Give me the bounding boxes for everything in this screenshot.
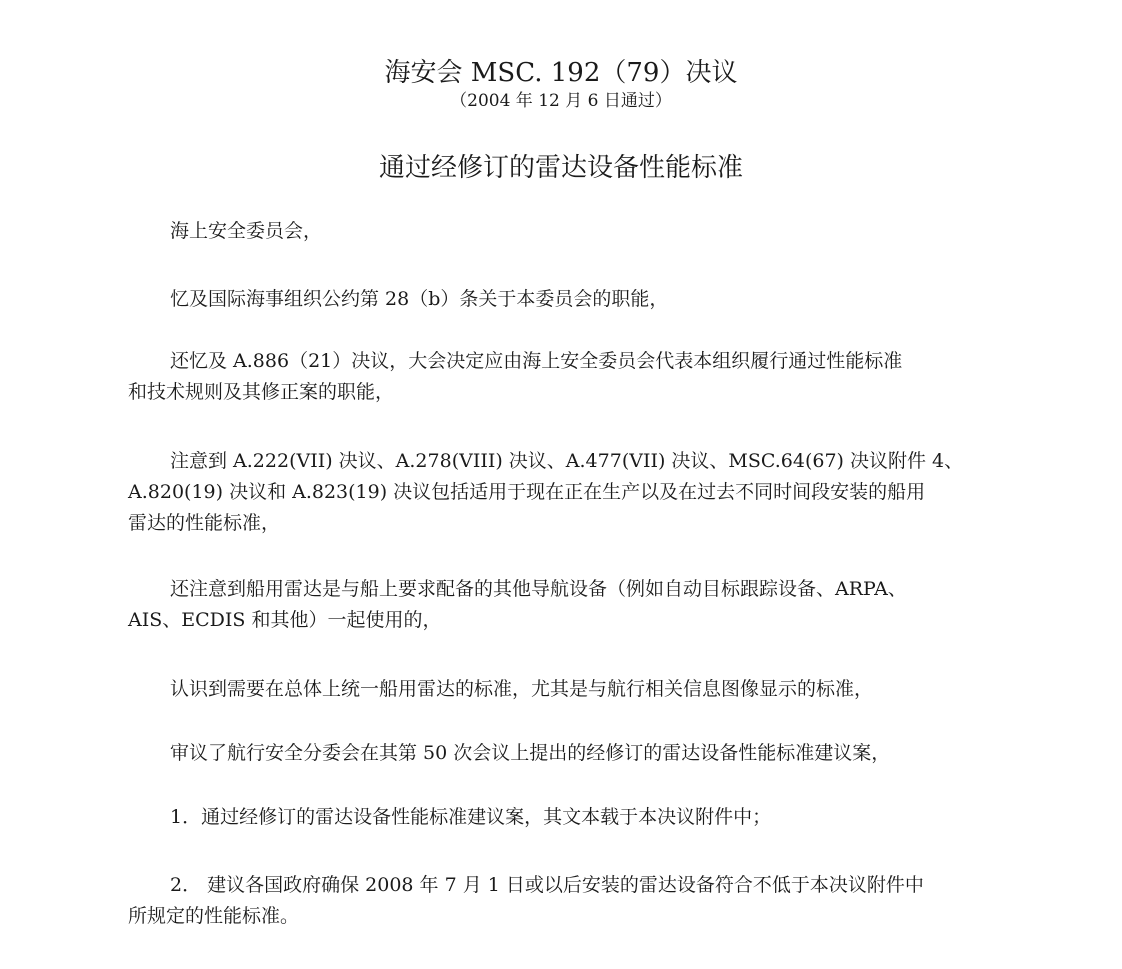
paragraph-recognizing: 认识到需要在总体上统一船用雷达的标准，尤其是与航行相关信息图像显示的标准， [170, 678, 874, 700]
paragraph-noting-further: 还注意到船用雷达是与船上要求配备的其他导航设备（例如自动目标跟踪设备、ARPA、 AIS、ECDIS 和其他）一起使用的， [128, 578, 907, 631]
resolution-title: 海安会 MSC. 192（79）决议 [384, 58, 738, 88]
paragraph-item-1: 1．通过经修订的雷达设备性能标准建议案，其文本载于本决议附件中； [170, 806, 772, 828]
paragraph-recalling-2: 还忆及 A.886（21）决议，大会决定应由海上安全委员会代表本组织履行通过性能标准 和技术规则及其修正案的职能， [128, 350, 903, 403]
resolution-subtitle: 通过经修订的雷达设备性能标准 [378, 153, 743, 183]
adoption-date: （2004 年 12 月 6 日通过） [450, 91, 672, 111]
paragraph-addressee: 海上安全委员会， [170, 220, 323, 242]
paragraph-recalling-1: 忆及国际海事组织公约第 28（b）条关于本委员会的职能， [170, 288, 669, 310]
paragraph-noting: 注意到 A.222(VII) 决议、A.278(VIII) 决议、A.477(VII) 决议、MSC.64(67) 决议附件 4、 A.820(19) 决议和 A.823(19) 决议包括适用于现在正在生产以及在过去不同时间段安装的船用 雷达的性能标准， [128, 450, 964, 534]
paragraph-having-considered: 审议了航行安全分委会在其第 50 次会议上提出的经修订的雷达设备性能标准建议案， [170, 742, 891, 764]
paragraph-item-2: 2． 建议各国政府确保 2008 年 7 月 1 日或以后安装的雷达设备符合不低于本决议附件中 所规定的性能标准。 [128, 874, 924, 927]
